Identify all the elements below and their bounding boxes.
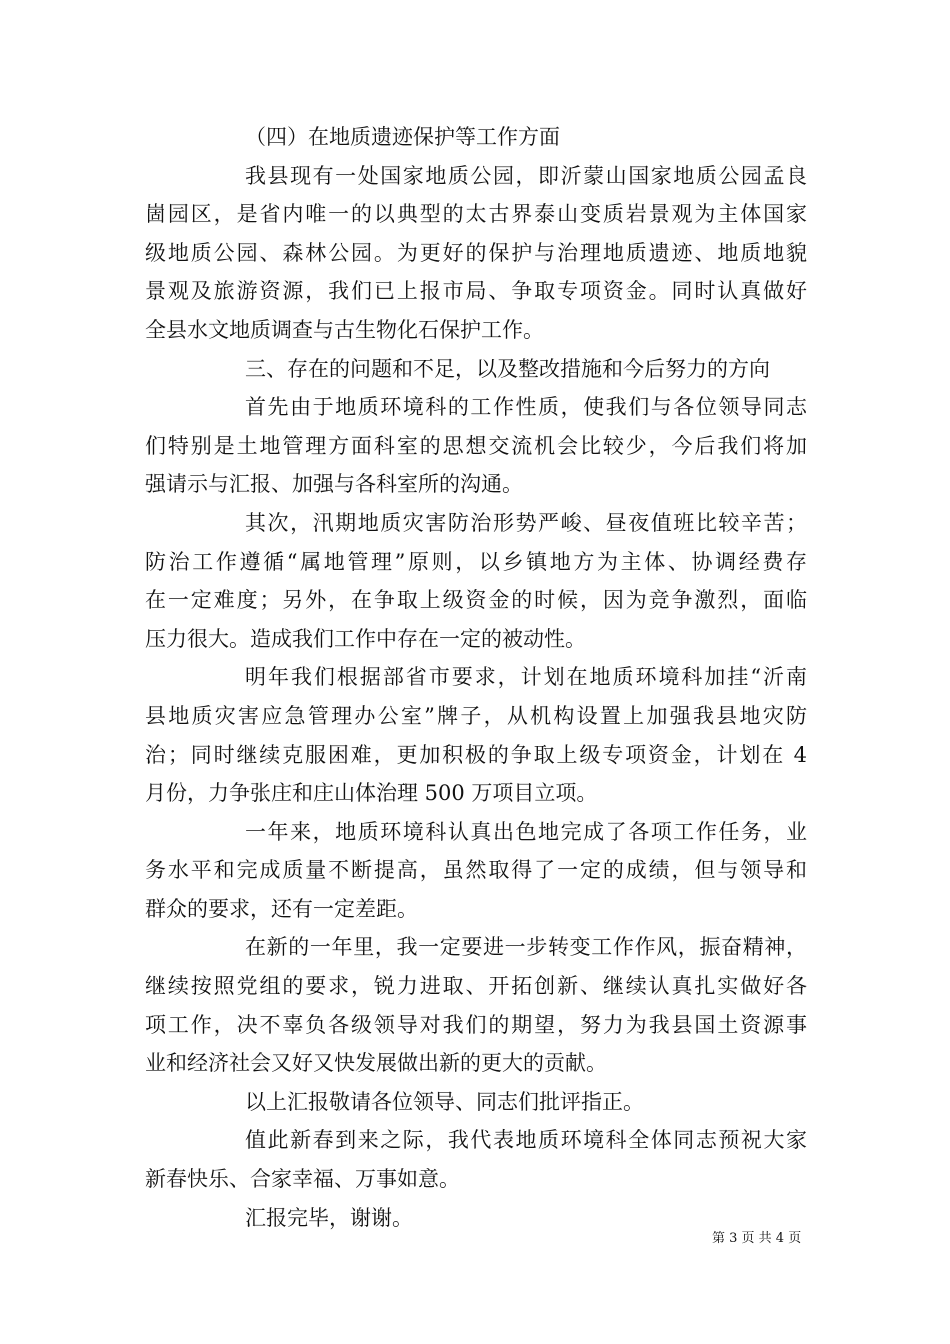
text-line: 崮园区，是省内唯一的以典型的太古界泰山变质岩景观为主体国家	[145, 202, 807, 227]
text-line: 们特别是土地管理方面科室的思想交流机会比较少，今后我们将加	[145, 433, 807, 458]
text-line: 其次，汛期地质灾害防治形势严峻、昼夜值班比较辛苦；	[245, 510, 807, 535]
text-line: 全县水文地质调查与古生物化石保护工作。	[145, 317, 544, 342]
text-line: 群众的要求，还有一定差距。	[145, 896, 418, 921]
text-line: 首先由于地质环境科的工作性质，使我们与各位领导同志	[245, 395, 807, 420]
text-line: 防治工作遵循“属地管理”原则，以乡镇地方为主体、协调经费存	[145, 549, 807, 574]
page-number: 第 3 页 共 4 页	[712, 1231, 802, 1246]
text-line: 在新的一年里，我一定要进一步转变工作作风，振奋精神，	[245, 935, 807, 960]
text-line: 县地质灾害应急管理办公室”牌子，从机构设置上加强我县地灾防	[145, 703, 807, 728]
text-line: 继续按照党组的要求，锐力进取、开拓创新、继续认真扎实做好各	[145, 974, 807, 999]
text-line: 三、存在的问题和不足，以及整改措施和今后努力的方向	[245, 356, 770, 381]
text-line: 治；同时继续克服困难，更加积极的争取上级专项资金，计划在 4	[145, 742, 807, 767]
text-line: 明年我们根据部省市要求，计划在地质环境科加挂“沂南	[245, 665, 807, 690]
document-body	[145, 118, 807, 1237]
text-line: 强请示与汇报、加强与各科室所的沟通。	[145, 472, 523, 497]
text-line: 月份，力争张庄和庄山体治理 500 万项目立项。	[145, 781, 598, 806]
text-line: 在一定难度；另外，在争取上级资金的时候，因为竞争激烈，面临	[145, 588, 807, 613]
text-line: 业和经济社会又好又快发展做出新的更大的贡献。	[145, 1051, 607, 1076]
text-line: 值此新春到来之际，我代表地质环境科全体同志预祝大家	[245, 1128, 807, 1153]
text-line: 以上汇报敬请各位领导、同志们批评指正。	[245, 1089, 644, 1114]
text-line: 压力很大。造成我们工作中存在一定的被动性。	[145, 626, 586, 651]
text-line: 新春快乐、合家幸福、万事如意。	[145, 1167, 460, 1192]
text-line: （四）在地质遗迹保护等工作方面	[245, 125, 560, 149]
text-line: 景观及旅游资源，我们已上报市局、争取专项资金。同时认真做好	[145, 279, 807, 304]
text-line: 一年来，地质环境科认真出色地完成了各项工作任务，业	[245, 819, 807, 844]
text-line: 项工作，决不辜负各级领导对我们的期望，努力为我县国土资源事	[145, 1012, 807, 1037]
text-line: 务水平和完成质量不断提高，虽然取得了一定的成绩，但与领导和	[145, 858, 807, 883]
text-line: 汇报完毕，谢谢。	[245, 1205, 413, 1230]
text-line: 级地质公园、森林公园。为更好的保护与治理地质遗迹、地质地貌	[145, 240, 807, 265]
text-line: 我县现有一处国家地质公园，即沂蒙山国家地质公园孟良	[245, 163, 807, 188]
